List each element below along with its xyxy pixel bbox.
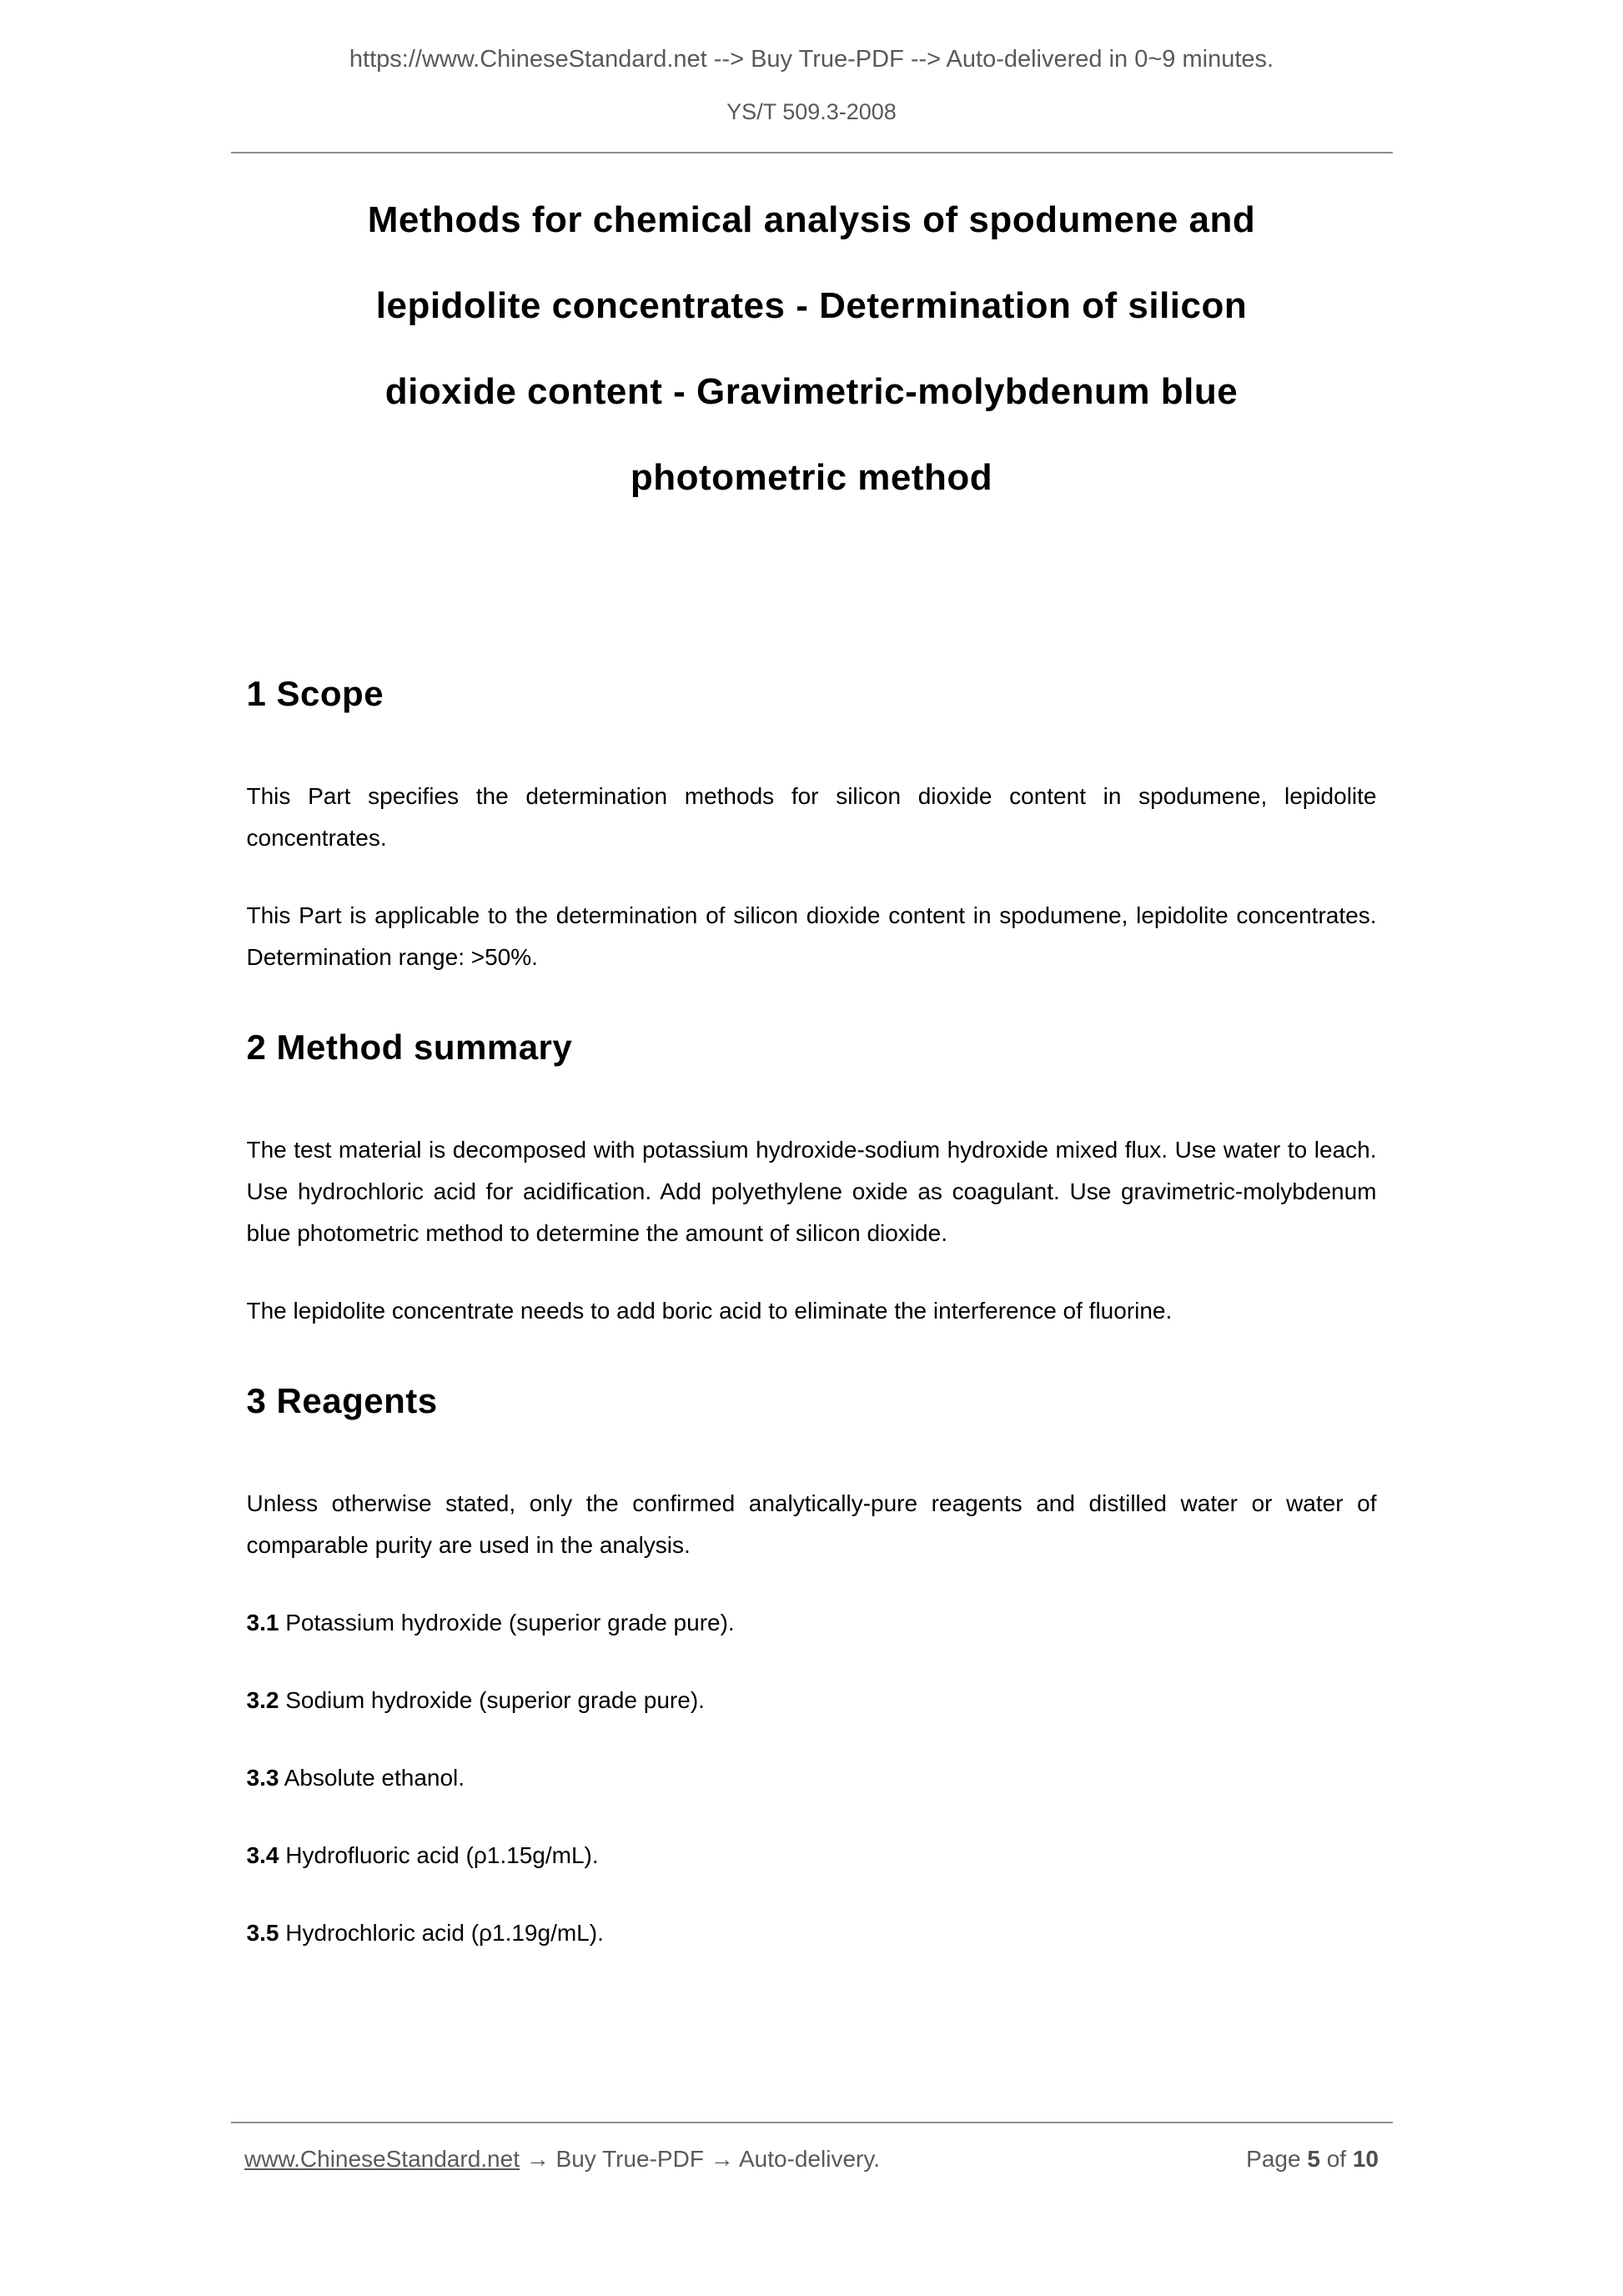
- reagent-item-1: [247, 1602, 1377, 1644]
- scope-paragraph-2: This Part is applicable to the determination of silicon dioxide content in spodumene, lepidolite concentrates. Determination range: >50%.: [246, 902, 1377, 970]
- document-body: [247, 177, 1377, 1954]
- reagents-intro-paragraph: Unless otherwise stated, only the confirmed analytically-pure reagents and distilled water or water of comparable purity are used in the analysis.: [246, 1490, 1377, 1558]
- document-title-line-3: dioxide content - Gravimetric-molybdenum blue: [384, 371, 1239, 412]
- footer-divider: [231, 2122, 1393, 2123]
- clause-number: 3.3: [246, 1765, 279, 1791]
- clause-text: Hydrofluoric acid (ρ1.15g/mL).: [285, 1842, 599, 1868]
- page-footer: [0, 2122, 1623, 2173]
- document-title-line-1: Methods for chemical analysis of spodumene and: [367, 199, 1256, 240]
- footer-source-line: [244, 2145, 880, 2173]
- document-title-line-4: photometric method: [630, 457, 993, 498]
- section-heading-method-summary: 2 Method summary: [246, 1027, 573, 1067]
- section-heading-reagents: 3 Reagents: [246, 1381, 438, 1420]
- document-title: [247, 177, 1377, 520]
- method-summary-paragraph-2: The lepidolite concentrate needs to add boric acid to eliminate the interference of fluorine.: [246, 1298, 1173, 1324]
- page-label: Page: [1246, 2146, 1301, 2172]
- footer-delivery-text: Auto-delivery.: [738, 2146, 881, 2172]
- clause-text: Potassium hydroxide (superior grade pure).: [285, 1610, 735, 1635]
- clause-number: 3.4: [246, 1842, 279, 1868]
- footer-buy-text: Buy True-PDF: [555, 2146, 704, 2172]
- page-current: 5: [1307, 2146, 1320, 2172]
- clause-number: 3.2: [246, 1687, 279, 1713]
- clause-text: Sodium hydroxide (superior grade pure).: [285, 1687, 705, 1713]
- clause-text: Hydrochloric acid (ρ1.19g/mL).: [285, 1920, 604, 1946]
- arrow-icon: →: [710, 2146, 734, 2172]
- reagent-item-4: [247, 1835, 1377, 1876]
- header-url-note: https://www.ChineseStandard.net --> Buy True-PDF --> Auto-delivered in 0~9 minutes.: [349, 46, 1274, 73]
- page-total: 10: [1352, 2146, 1379, 2172]
- header-divider: [231, 152, 1393, 153]
- standard-number: YS/T 509.3-2008: [726, 99, 897, 124]
- method-summary-paragraph-1: The test material is decomposed with potassium hydroxide-sodium hydroxide mixed flux. Use water to leach. Use hydrochloric acid for acidification. Add polyethylene oxide as coagulant. Use gravimetric-molybdenum blue photometric method to determine the amount of silicon dioxide.: [246, 1137, 1377, 1246]
- reagent-item-5: [247, 1912, 1377, 1954]
- arrow-icon: →: [525, 2146, 550, 2172]
- reagent-item-3: [247, 1757, 1377, 1799]
- scope-paragraph-1: This Part specifies the determination methods for silicon dioxide content in spodumene, lepidolite concentrates.: [246, 783, 1377, 851]
- reagent-item-2: [247, 1680, 1377, 1721]
- document-title-line-2: lepidolite concentrates - Determination of silicon: [375, 285, 1248, 326]
- page-indicator: [1246, 2145, 1379, 2173]
- footer-site-link[interactable]: www.ChineseStandard.net: [244, 2146, 520, 2172]
- clause-number: 3.5: [246, 1920, 279, 1946]
- of-label: of: [1326, 2146, 1347, 2172]
- section-heading-scope: 1 Scope: [246, 674, 384, 713]
- clause-number: 3.1: [246, 1610, 279, 1635]
- page-header: [0, 0, 1623, 125]
- clause-text: Absolute ethanol.: [284, 1765, 465, 1791]
